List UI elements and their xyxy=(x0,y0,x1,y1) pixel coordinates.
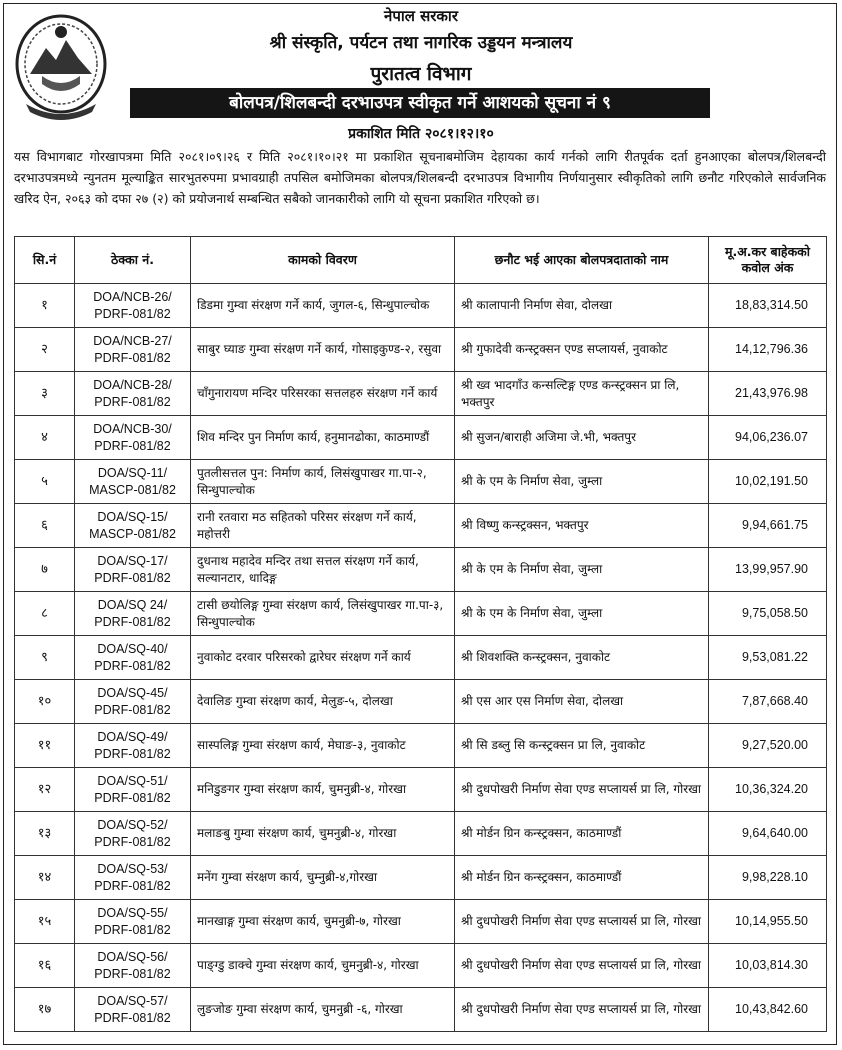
cell-contract: DOA/SQ-17/ PDRF-081/82 xyxy=(75,548,191,592)
cell-amount: 9,94,661.75 xyxy=(709,504,827,548)
cell-work: रानी रतवारा मठ सहितको परिसर संरक्षण गर्ने कार्य, महोत्तरी xyxy=(191,504,455,548)
contract-table xyxy=(14,236,827,1032)
cell-sn: ११ xyxy=(15,724,75,768)
cell-contract: DOA/SQ-53/ PDRF-081/82 xyxy=(75,856,191,900)
cell-amount: 9,27,520.00 xyxy=(709,724,827,768)
cell-amount: 10,02,191.50 xyxy=(709,460,827,504)
cell-work: शिव मन्दिर पुन निर्माण कार्य, हनुमानढोका, काठमाण्डौं xyxy=(191,416,455,460)
cell-work: नुवाकोट दरवार परिसरको द्वारेघर संरक्षण गर्ने कार्य xyxy=(191,636,455,680)
cell-contract: DOA/SQ-52/ PDRF-081/82 xyxy=(75,812,191,856)
cell-work: मानखाङ्ग गुम्वा संरक्षण कार्य, चुमनुब्री-७, गोरखा xyxy=(191,900,455,944)
cell-amount: 9,53,081.22 xyxy=(709,636,827,680)
cell-amount: 10,03,814.30 xyxy=(709,944,827,988)
cell-work: देवालिङ गुम्वा संरक्षण कार्य, मेलुङ-५, दोलखा xyxy=(191,680,455,724)
ministry-title: श्री संस्कृति, पर्यटन तथा नागरिक उड्डयन मन्त्रालय xyxy=(269,33,573,53)
cell-sn: ५ xyxy=(15,460,75,504)
cell-contract: DOA/SQ 24/ PDRF-081/82 xyxy=(75,592,191,636)
cell-bidder: श्री विष्णु कन्स्ट्रक्सन, भक्तपुर xyxy=(455,504,709,548)
cell-sn: ६ xyxy=(15,504,75,548)
cell-bidder: श्री दुधपोखरी निर्माण सेवा एण्ड सप्लायर्स प्रा लि, गोरखा xyxy=(455,944,709,988)
cell-sn: २ xyxy=(15,328,75,372)
cell-sn: १३ xyxy=(15,812,75,856)
cell-work: मलाङबु गुम्वा संरक्षण कार्य, चुमनुब्री-४, गोरखा xyxy=(191,812,455,856)
cell-contract: DOA/NCB-28/ PDRF-081/82 xyxy=(75,372,191,416)
cell-work: चाँगुनारायण मन्दिर परिसरका सत्तलहरु संरक्षण गर्ने कार्य xyxy=(191,372,455,416)
cell-work: पाङ्ग्डु डाक्चे गुम्वा संरक्षण कार्य, चुमनुब्री-४, गोरखा xyxy=(191,944,455,988)
cell-contract: DOA/SQ-15/ MASCP-081/82 xyxy=(75,504,191,548)
cell-amount: 10,43,842.60 xyxy=(709,988,827,1032)
cell-work: दुधनाथ महादेव मन्दिर तथा सत्तल संरक्षण गर्ने कार्य, सल्यानटार, धादिङ्ग xyxy=(191,548,455,592)
cell-bidder: श्री के एम के निर्माण सेवा, जुम्ला xyxy=(455,592,709,636)
cell-bidder: श्री दुधपोखरी निर्माण सेवा एण्ड सप्लायर्स प्रा लि, गोरखा xyxy=(455,988,709,1032)
cell-amount: 14,12,796.36 xyxy=(709,328,827,372)
table-row xyxy=(15,636,827,680)
table-row xyxy=(15,944,827,988)
table-row xyxy=(15,988,827,1032)
government-title: नेपाल सरकार xyxy=(384,7,458,25)
cell-amount: 10,14,955.50 xyxy=(709,900,827,944)
cell-bidder: श्री दुधपोखरी निर्माण सेवा एण्ड सप्लायर्स प्रा लि, गोरखा xyxy=(455,900,709,944)
cell-contract: DOA/NCB-30/ PDRF-081/82 xyxy=(75,416,191,460)
cell-work: लुङजोङ गुम्वा संरक्षण कार्य, चुमनुब्री -६, गोरखा xyxy=(191,988,455,1032)
cell-contract: DOA/SQ-55/ PDRF-081/82 xyxy=(75,900,191,944)
cell-sn: ९ xyxy=(15,636,75,680)
cell-work: डिडमा गुम्वा संरक्षण गर्ने कार्य, जुगल-६, सिन्धुपाल्चोक xyxy=(191,284,455,328)
cell-sn: ४ xyxy=(15,416,75,460)
notice-title-banner: बोलपत्र/शिलबन्दी दरभाउपत्र स्वीकृत गर्ने आशयको सूचना नं ९ xyxy=(130,88,710,118)
table-row xyxy=(15,416,827,460)
cell-amount: 21,43,976.98 xyxy=(709,372,827,416)
published-date: प्रकाशित मिति २०८१।१२।१० xyxy=(348,126,494,142)
cell-work: टासी छयोलिङ्ग गुम्वा संरक्षण कार्य, लिसंखुपाखर गा.पा-३, सिन्धुपाल्चोक xyxy=(191,592,455,636)
cell-work: पुतलीसत्तल पुन: निर्माण कार्य, लिसंखुपाखर गा.पा-२, सिन्धुपाल्चोक xyxy=(191,460,455,504)
cell-bidder: श्री एस आर एस निर्माण सेवा, दोलखा xyxy=(455,680,709,724)
cell-contract: DOA/SQ-40/ PDRF-081/82 xyxy=(75,636,191,680)
table-row xyxy=(15,460,827,504)
table-header-row xyxy=(15,237,827,284)
cell-contract: DOA/SQ-57/ PDRF-081/82 xyxy=(75,988,191,1032)
col-header-serial: सि.नं xyxy=(15,237,75,284)
table-row xyxy=(15,900,827,944)
department-title: पुरातत्व विभाग xyxy=(370,63,472,85)
col-header-contract-no: ठेक्का नं. xyxy=(75,237,191,284)
cell-contract: DOA/NCB-26/ PDRF-081/82 xyxy=(75,284,191,328)
cell-amount: 18,83,314.50 xyxy=(709,284,827,328)
cell-bidder: श्री मोर्डन ग्रिन कन्स्ट्रक्सन, काठमाण्डौं xyxy=(455,812,709,856)
cell-bidder: श्री शिवशक्ति कन्स्ट्रक्सन, नुवाकोट xyxy=(455,636,709,680)
cell-amount: 7,87,668.40 xyxy=(709,680,827,724)
cell-bidder: श्री गुफादेवी कन्स्ट्रक्सन एण्ड सप्लायर्स, नुवाकोट xyxy=(455,328,709,372)
cell-bidder: श्री दुधपोखरी निर्माण सेवा एण्ड सप्लायर्स प्रा लि, गोरखा xyxy=(455,768,709,812)
cell-bidder: श्री कालापानी निर्माण सेवा, दोलखा xyxy=(455,284,709,328)
cell-work: सास्पलिङ्ग गुम्वा संरक्षण कार्य, मेघाङ-३, नुवाकोट xyxy=(191,724,455,768)
cell-sn: १५ xyxy=(15,900,75,944)
table-row xyxy=(15,372,827,416)
table-row xyxy=(15,768,827,812)
table-row xyxy=(15,724,827,768)
table-row xyxy=(15,592,827,636)
cell-amount: 10,36,324.20 xyxy=(709,768,827,812)
cell-amount: 9,64,640.00 xyxy=(709,812,827,856)
cell-amount: 9,98,228.10 xyxy=(709,856,827,900)
table-row xyxy=(15,284,827,328)
cell-contract: DOA/SQ-49/ PDRF-081/82 xyxy=(75,724,191,768)
cell-sn: १० xyxy=(15,680,75,724)
intro-paragraph: यस विभागबाट गोरखापत्रमा मिति २०८१।०९।२६ र मिति २०८१।१०।२१ मा प्रकाशित सूचनाबमोजिम देहायका कार्य गर्नको लागि रीतपूर्वक दर्ता हुनआएका बोलपत्र/शिलबन्दी दरभाउपत्रमध्ये न्युनतम मूल्याङ्कित सारभुतरुपमा प्रभावग्राही तपसिल बमोजिमका बोलपत्र/शिलबन्दी दरभाउपत्र विभागीय निर्णयानुसार स्वीकृतिको लागि छनौट गरिएकोले सार्वजनिक खरिद ऐन, २०६३ को दफा २७ (२) को प्रयोजनार्थ सम्बन्धित सबैको जानकारीको लागि यो सूचना प्रकाशित गरिएको छ। xyxy=(14,149,826,206)
table-row xyxy=(15,328,827,372)
cell-contract: DOA/SQ-56/ PDRF-081/82 xyxy=(75,944,191,988)
col-header-work-description: कामको विवरण xyxy=(191,237,455,284)
cell-sn: १६ xyxy=(15,944,75,988)
cell-bidder: श्री सि डब्लु सि कन्स्ट्रक्सन प्रा लि, नुवाकोट xyxy=(455,724,709,768)
cell-work: साबुर घ्याङ गुम्वा संरक्षण गर्ने कार्य, गोसाइकुण्ड-२, रसुवा xyxy=(191,328,455,372)
table-row xyxy=(15,812,827,856)
table-row xyxy=(15,856,827,900)
col-header-bidder-name: छनौट भई आएका बोलपत्रदाताको नाम xyxy=(455,237,709,284)
cell-sn: १२ xyxy=(15,768,75,812)
table-row xyxy=(15,504,827,548)
cell-sn: ८ xyxy=(15,592,75,636)
table-row xyxy=(15,680,827,724)
cell-bidder: श्री सुजन/बाराही अजिमा जे.भी, भक्तपुर xyxy=(455,416,709,460)
cell-contract: DOA/NCB-27/ PDRF-081/82 xyxy=(75,328,191,372)
cell-amount: 9,75,058.50 xyxy=(709,592,827,636)
cell-sn: ७ xyxy=(15,548,75,592)
cell-work: मनिडुङगर गुम्वा संरक्षण कार्य, चुमनुब्री-४, गोरखा xyxy=(191,768,455,812)
cell-amount: 13,99,957.90 xyxy=(709,548,827,592)
cell-sn: १४ xyxy=(15,856,75,900)
table-row xyxy=(15,548,827,592)
col-header-bid-amount: मू.अ.कर बाहेकको कवोल अंक xyxy=(709,237,827,284)
cell-sn: ३ xyxy=(15,372,75,416)
cell-sn: १ xyxy=(15,284,75,328)
cell-contract: DOA/SQ-45/ PDRF-081/82 xyxy=(75,680,191,724)
cell-bidder: श्री मोर्डन ग्रिन कन्स्ट्रक्सन, काठमाण्डौं xyxy=(455,856,709,900)
cell-bidder: श्री के एम के निर्माण सेवा, जुम्ला xyxy=(455,548,709,592)
cell-contract: DOA/SQ-51/ PDRF-081/82 xyxy=(75,768,191,812)
cell-bidder: श्री ख्व भादगाँउ कन्सल्टिङ्ग एण्ड कन्स्ट्रक्सन प्रा लि, भक्तपुर xyxy=(455,372,709,416)
cell-contract: DOA/SQ-11/ MASCP-081/82 xyxy=(75,460,191,504)
cell-bidder: श्री के एम के निर्माण सेवा, जुम्ला xyxy=(455,460,709,504)
cell-work: मनेंग गुम्वा संरक्षण कार्य, चुम्नुब्री-४,गोरखा xyxy=(191,856,455,900)
cell-sn: १७ xyxy=(15,988,75,1032)
cell-amount: 94,06,236.07 xyxy=(709,416,827,460)
